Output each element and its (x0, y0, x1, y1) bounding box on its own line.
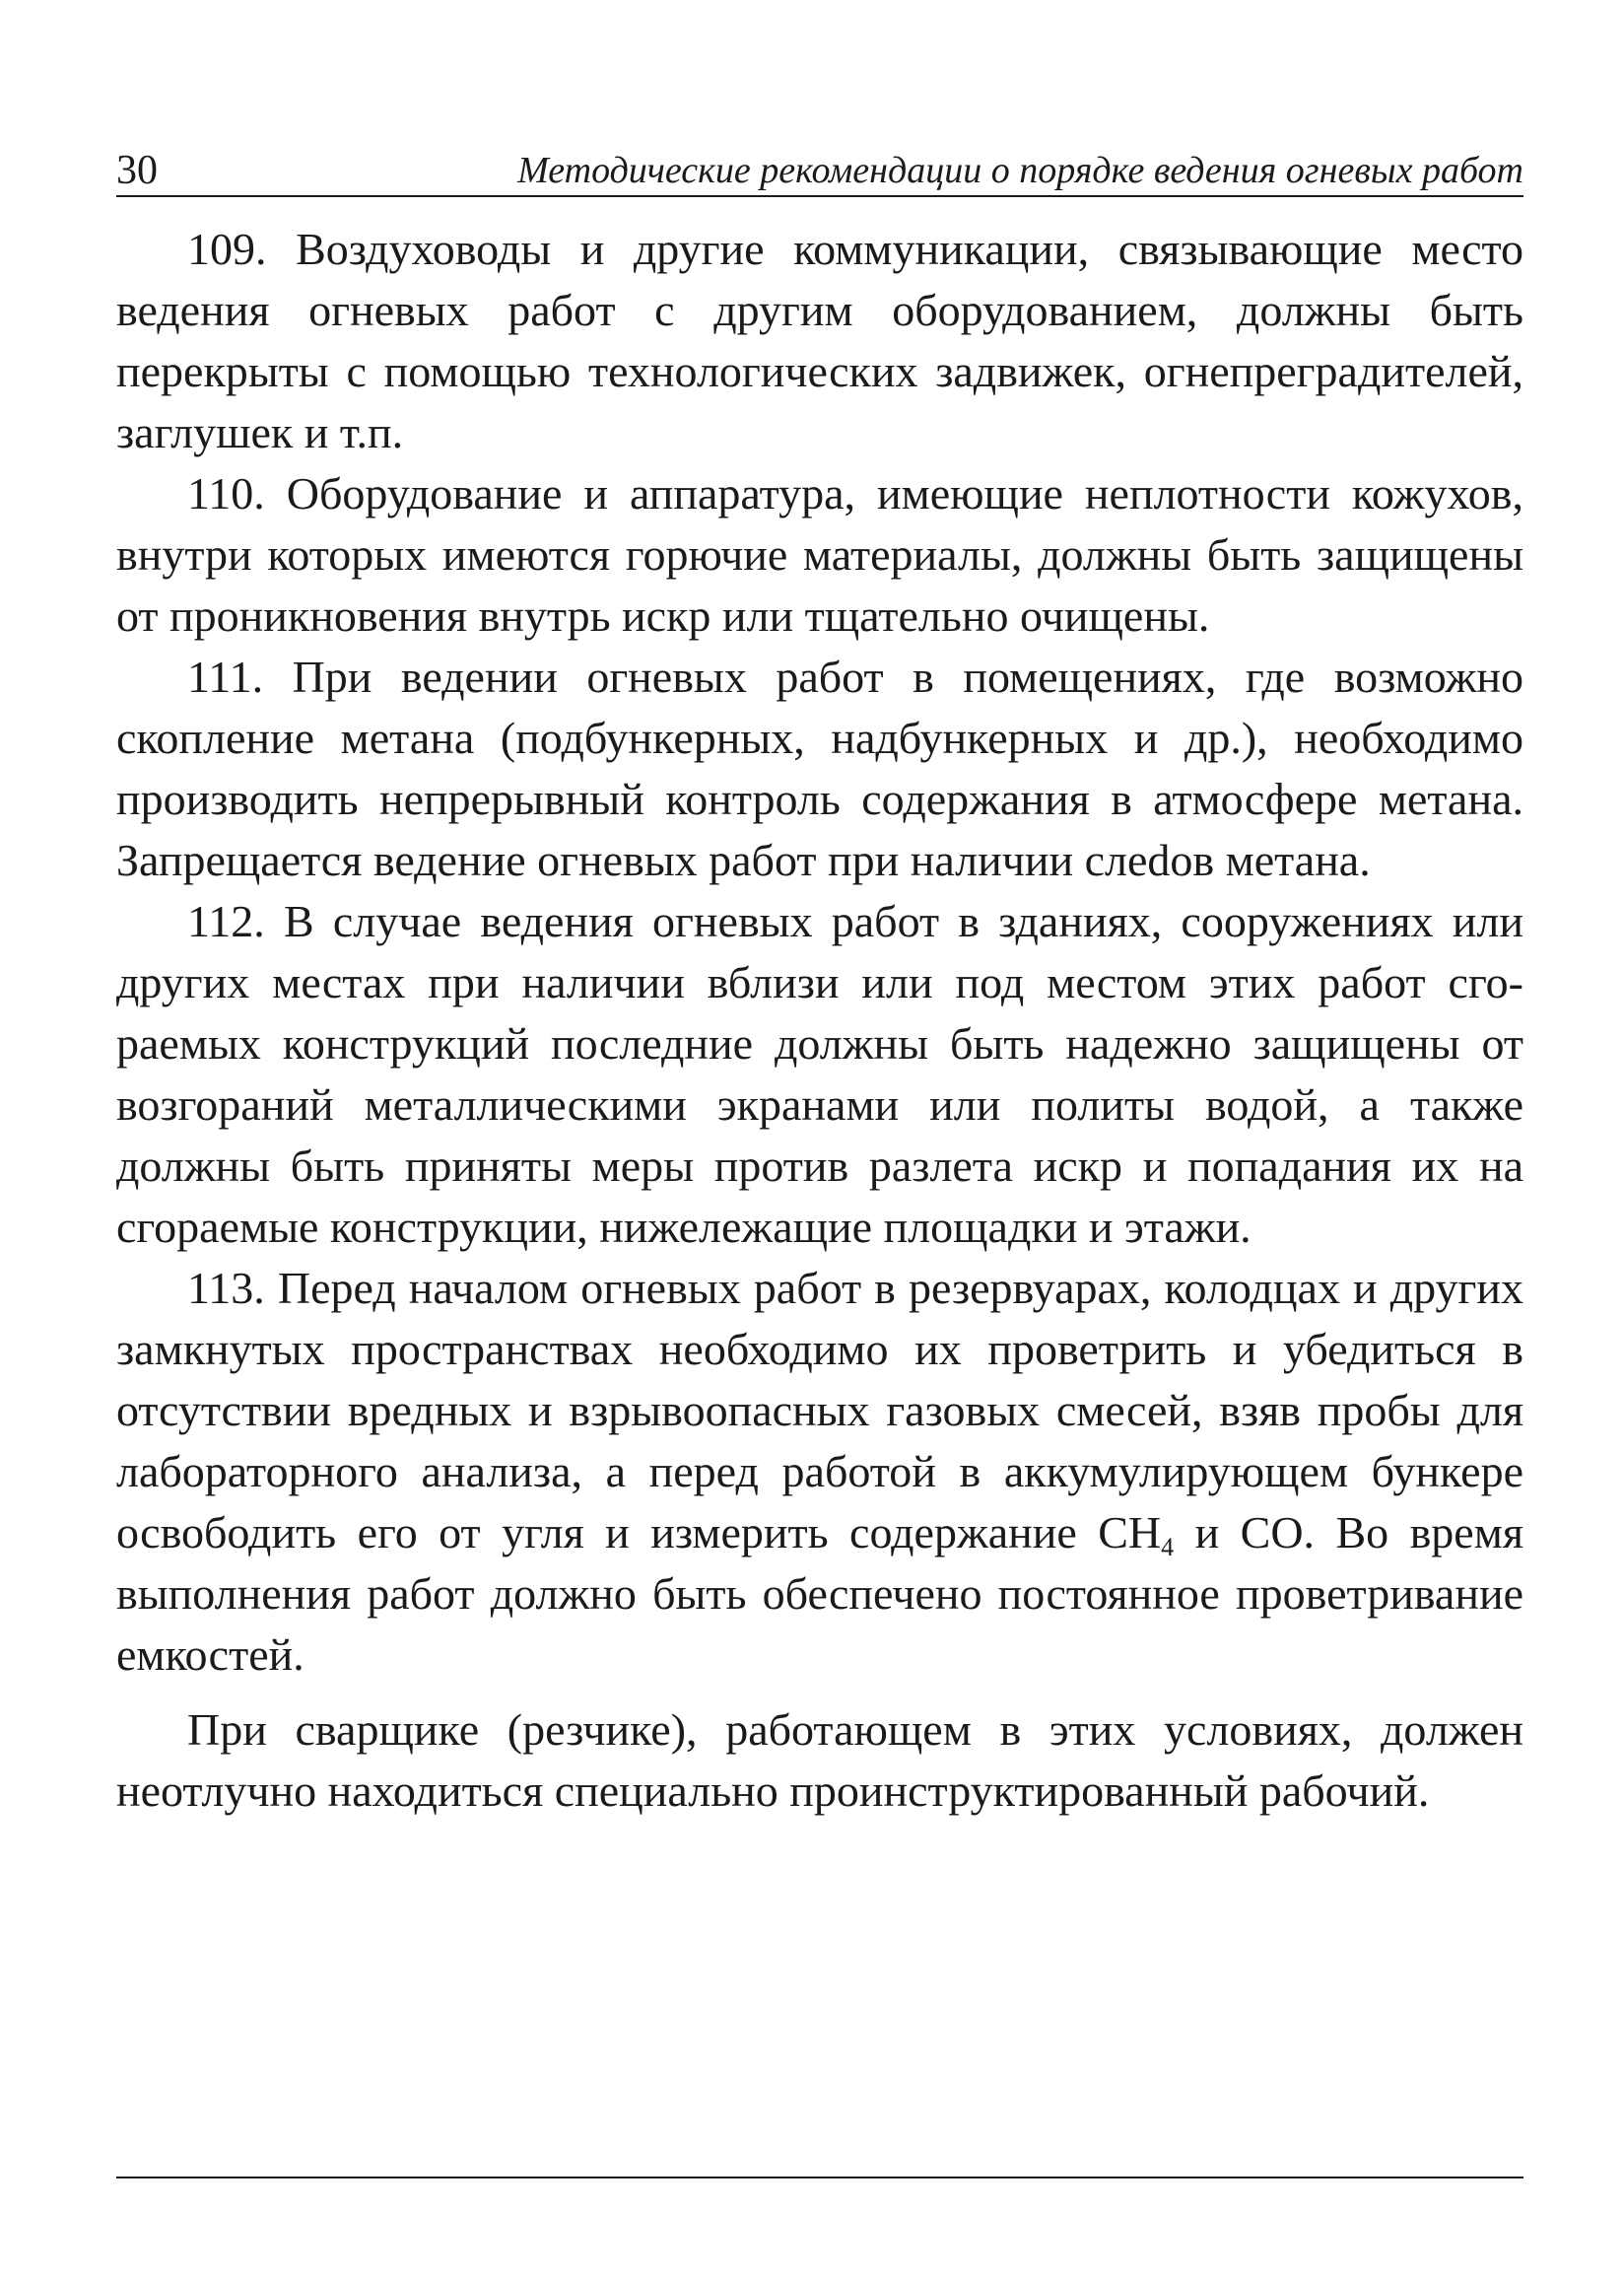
running-title: Методические рекомендации о порядке ведения огневых работ (517, 150, 1523, 191)
paragraph-113-text-start: 113. Перед началом огневых работ в резервуарах, колодцах и других замкнутых пространствах необходимо их проветрить и убедиться в отсутствии вредных и взрывоопасных газовых смесей, взяв пробы для лабораторного анализа, а перед работой в аккумулирующем бункере освободить его от угля и измерить содержание CH (116, 1263, 1523, 1557)
body-text (116, 219, 1523, 1822)
methane-subscript: 4 (1161, 1533, 1175, 1561)
page-number: 30 (116, 148, 158, 193)
running-header (116, 138, 1523, 197)
paragraph-109: 109. Воздуховоды и другие коммуникации, связывающие место ведения огневых работ с другим оборудованием, должны быть перекрыты с помощью технологических задвижек, огнепреградителей, заглушек и т.п. (116, 224, 1523, 457)
paragraph-113-text-end: и CO. Во время выполнения работ должно быть обеспечено постоянное проветривание емкостей. (116, 1507, 1523, 1680)
footer-rule (116, 2177, 1523, 2178)
paragraph-welder-supervision: При сварщике (резчике), работающем в этих условиях, должен неотлучно находиться специально проинструктированный рабочий. (116, 1704, 1523, 1816)
paragraph-113 (116, 1258, 1523, 1686)
paragraph-110: 110. Оборудование и аппаратура, имеющие неплотности кожухов, внутри которых имеются горючие материалы, должны быть защищены от проникновения внутрь искр или тщательно очищены. (116, 468, 1523, 641)
paragraph-112: 112. В случае ведения огневых работ в зданиях, сооружениях или других местах при наличии вблизи или под местом этих работ сгораемых конструкций последние должны быть надежно защищены от возгораний металлическими экранами или политы водой, а также должны быть приняты меры против разлета искр и попадания их на сгораемые конструкции, нижележащие площадки и этажи. (116, 896, 1523, 1252)
paragraph-111: 111. При ведении огневых работ в помещениях, где возможно скопление метана (подбункерных, надбункерных и др.), необходимо производить непрерывный контроль содержания в атмосфере метана. Запрещается ведение огневых работ при наличии слеdов метана. (116, 652, 1523, 885)
